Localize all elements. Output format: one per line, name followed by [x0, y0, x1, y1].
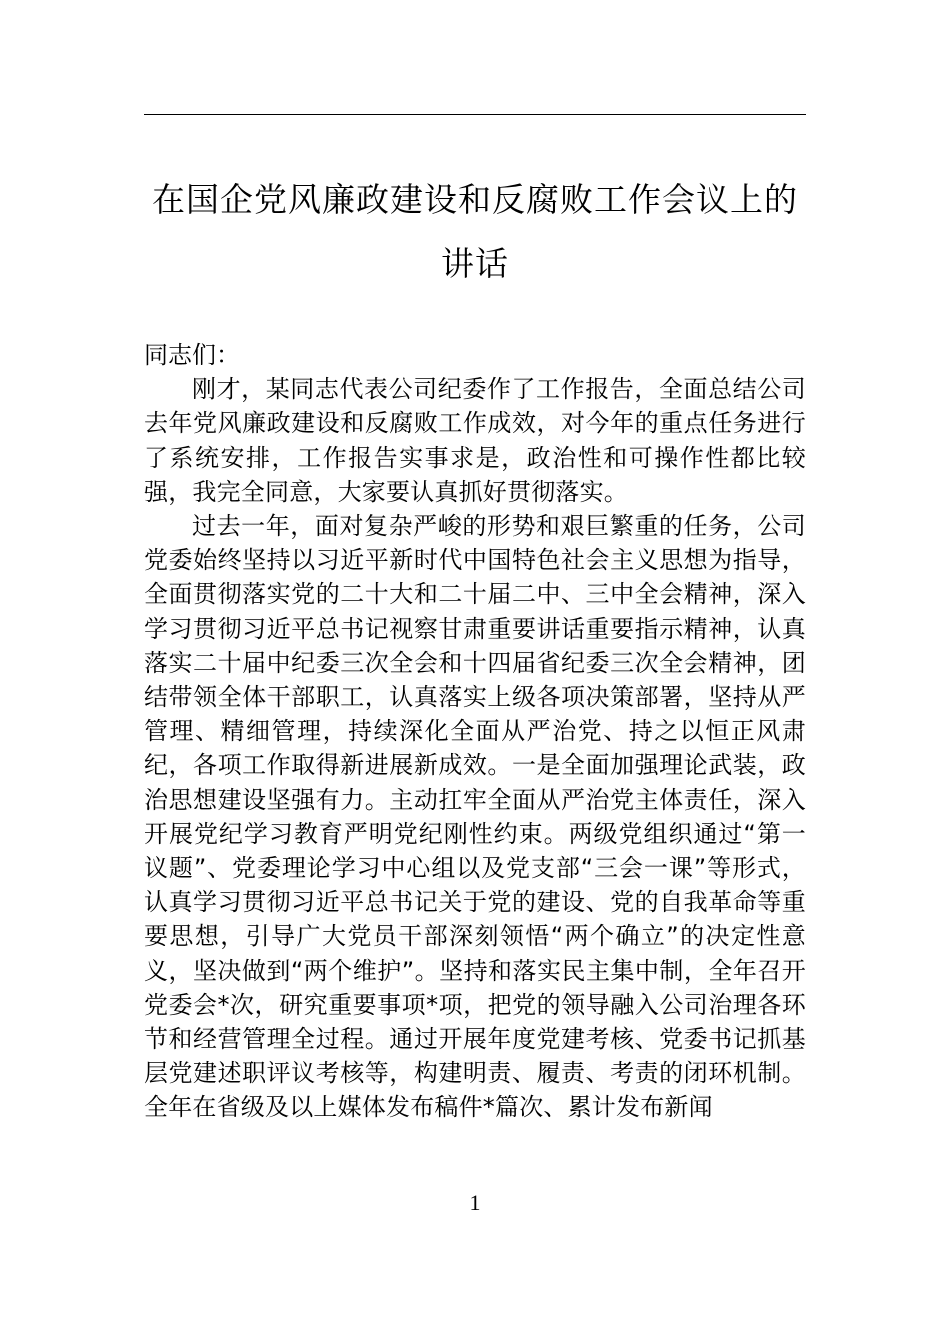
- greeting: 同志们：: [144, 341, 240, 369]
- paragraph-2: 过去一年，面对复杂严峻的形势和艰巨繁重的任务，公司党委始终坚持以习近平新时代中国特色社会主义思想为指导，全面贯彻落实党的二十大和二十届二中、三中全会精神，深入学习贯彻习近平总书记视察甘肃重要讲话重要指示精神，认真落实二十届中纪委三次全会和十四届省纪委三次全会精神，团结带领全体干部职工，认真落实上级各项决策部署，坚持从严管理、精细管理，持续深化全面从严治党、持之以恒正风肃纪，各项工作取得新进展新成效。一是全面加强理论武装，政治思想建设坚强有力。主动扛牢全面从严治党主体责任，深入开展党纪学习教育严明党纪刚性约束。两级党组织通过“第一议题”、党委理论学习中心组以及党支部“三会一课”等形式，认真学习贯彻习近平总书记关于党的建设、党的自我革命等重要思想，引导广大党员干部深刻领悟“两个确立”的决定性意义，坚决做到“两个维护”。坚持和落实民主集中制，全年召开党委会*次，研究重要事项*项，把党的领导融入公司治理各环节和经营管理全过程。通过开展年度党建考核、党委书记抓基层党建述职评议考核等，构建明责、履责、考责的闭环机制。全年在省级及以上媒体发布稿件*篇次、累计发布新闻: [144, 512, 806, 1122]
- document-body: [144, 338, 806, 1125]
- paragraph-1: 刚才，某同志代表公司纪委作了工作报告，全面总结公司去年党风廉政建设和反腐败工作成效，对今年的重点任务进行了系统安排，工作报告实事求是，政治性和可操作性都比较强，我完全同意，大家要认真抓好贯彻落实。: [144, 375, 806, 506]
- header-rule: [144, 114, 806, 115]
- document-title: 在国企党风廉政建设和反腐败工作会议上的讲话: [152, 180, 798, 283]
- page-number: 1: [469, 1190, 481, 1215]
